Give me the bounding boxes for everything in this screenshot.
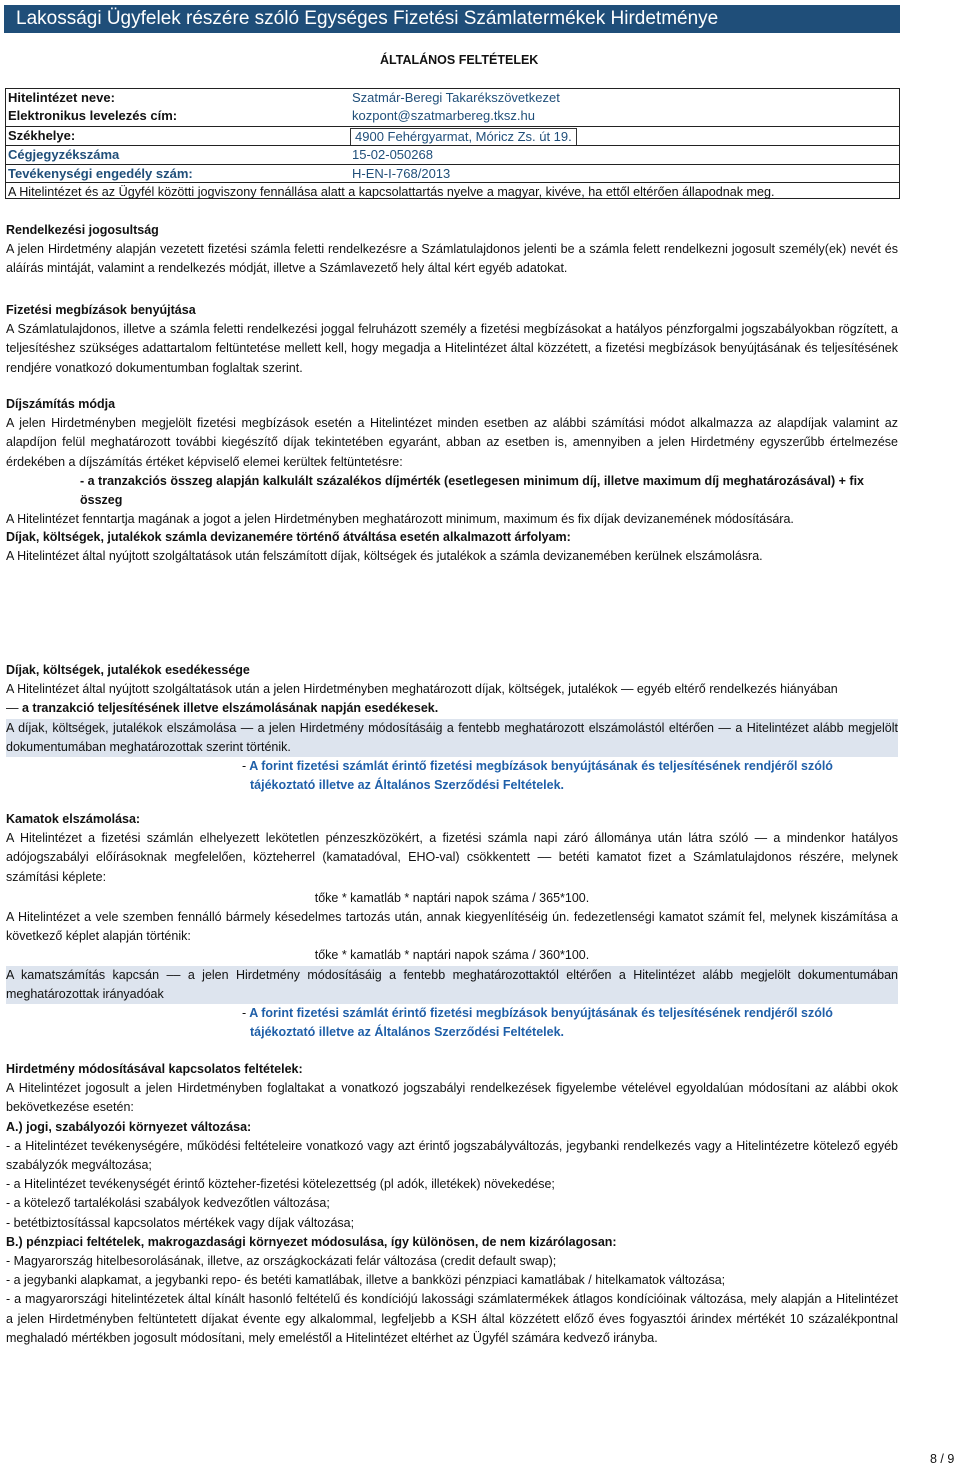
heading-dijszamitas: Díjszámítás módja — [6, 397, 116, 411]
paragraph-dijszamitas: A jelen Hirdetményben megjelölt fizetési megbízások esetén a Hitelintézet minden esetben az alábbi számítási módot alkalmazza az alapdíjak valamint az alapdíjon felül meghatározott további kiegészítő díjak tekintetében egyaránt, abban az esetben is, amennyiben a jelen Hirdetmény egyszerűbb értelmezése érdekében a díjszámítás értéket képviselő elemei kerültek feltüntetésre: — [6, 416, 898, 469]
page-number: 8 / 9 — [930, 1452, 955, 1466]
reference-link-1[interactable] — [6, 757, 898, 776]
reference-link-1-line1[interactable]: A forint fizetési számlát érintő fizetési megbízások benyújtásának és teljesítésének rendjéről szóló — [249, 759, 833, 774]
heading-rendelkezesi: Rendelkezési jogosultság — [6, 223, 159, 237]
section-kamatok — [6, 810, 898, 1042]
list-item: - betétbiztosítással kapcsolatos mértékek vagy díjak változása; — [6, 1215, 355, 1230]
section-esedekesseg — [6, 661, 898, 795]
seat-value: 4900 Fehérgyarmat, Móricz Zs. út 19. — [350, 128, 577, 146]
info-row-registration — [6, 145, 899, 164]
info-row-language — [6, 182, 899, 201]
section-modositas — [6, 1060, 898, 1348]
institution-info-box — [5, 88, 900, 199]
info-row-seat — [6, 126, 899, 145]
paragraph-dijszamitas-2: A Hitelintézet fenntartja magának a jogot a jelen Hirdetményben meghatározott minimum, maximum és fix díjak devizanemének módosítására. — [6, 512, 794, 527]
formula-kamatok-2: tőke * kamatláb * naptári napok száma / 360*100. — [314, 948, 590, 963]
heading-arfolyam: Díjak, költségek, jutalékok számla devizanemére történő átváltása esetén alkalmazott árfolyam: — [6, 530, 571, 544]
reference-link-2[interactable] — [6, 1004, 898, 1023]
reference-link-1-line2[interactable]: tájékoztató illetve az Általános Szerződési Feltételek. — [250, 778, 564, 793]
paragraph-modositas: A Hitelintézet jogosult a jelen Hirdetményben foglaltakat a vonatkozó jogszabályi rendelkezések figyelembe vételével egyoldalúan módosítani az alábbi okok bekövetkezése esetén: — [6, 1081, 898, 1115]
page-banner-title: Lakossági Ügyfelek részére szóló Egységes Fizetési Számlatermékek Hirdetménye — [4, 5, 900, 33]
paragraph-rendelkezesi: A jelen Hirdetmény alapján vezetett fizetési számla feletti rendelkezésre a Számlatulajdonos jelenti be a számla felett rendelkezni jogosult személy(ek) nevét és aláírás mintáját, valamint a rendelkezés módját, illetve a Számlavezető hely által kért egyéb adatokat. — [6, 242, 898, 276]
heading-kamatok: Kamatok elszámolása: — [6, 812, 141, 826]
heading-esedekesseg: Díjak, költségek, jutalékok esedékessége — [6, 663, 250, 677]
heading-benyujtas: Fizetési megbízások benyújtása — [6, 303, 196, 317]
paragraph-kamatok-2: A Hitelintézet a vele szemben fennálló bármely késedelmes tartozás után, annak kiegyenlítéséig ún. fedezetlenségi kamatot számít fel, melynek kiszámítása a következő képlet alapján történik: — [6, 910, 898, 944]
paragraph-benyujtas: A Számlatulajdonos, illetve a számla feletti rendelkezési joggal felruházott személy a fizetési megbízásokat a hatályos pénzforgalmi jogszabályokban rögzített, a teljesítéshez szükséges adattartalom feltüntetése mellett kell, hogy megadja a Hitelintézet által közzétett, a fizetési megbízások benyújtásának és teljesítésének rendjére vonatkozó dokumentumban foglaltak szerint. — [6, 322, 898, 375]
name-value: Szatmár-Beregi Takarékszövetkezet — [352, 90, 560, 105]
paragraph-kamatok: A Hitelintézet a fizetési számlán elhelyezett lekötetlen pénzeszközökért, a fizetési számla napi záró állománya után látra szóló — a mindenkor hatályos adójogszabályi előírásoknak megfelelően, közteherrel (kamatadóval, EHO-val) csökkentett –– betéti kamatot fizet a Számlatulajdonos részére, melynek számítási képlete: — [6, 831, 898, 884]
reference-link-2-line1[interactable]: A forint fizetési számlát érintő fizetési megbízások benyújtásának és teljesítésének rendjéről szóló — [249, 1006, 833, 1021]
section-rendelkezesi — [6, 221, 898, 279]
reference-dash-2: - — [242, 1006, 247, 1021]
seat-label: Székhelye: — [8, 128, 76, 143]
reference-dash-1: - — [242, 759, 247, 774]
section-subtitle: ÁLTALÁNOS FELTÉTELEK — [380, 53, 539, 67]
formula-kamatok-1: tőke * kamatláb * naptári napok száma / 365*100. — [314, 890, 590, 905]
list-item: - Magyarország hitelbesorolásának, illetve, az országkockázati felár változása (credit default swap); — [6, 1254, 557, 1269]
reference-link-2-line2[interactable]: tájékoztató illetve az Általános Szerződési Feltételek. — [250, 1025, 564, 1040]
info-row-name — [6, 89, 899, 107]
esedekesseg-text-a: A Hitelintézet által nyújtott szolgáltatások után a jelen Hirdetményben meghatározott díjak, költségek, jutalékok — [6, 682, 618, 697]
email-value[interactable]: kozpont@szatmarbereg.tksz.hu — [352, 108, 536, 123]
registration-value: 15-02-050268 — [352, 147, 433, 162]
heading-modositas-a: A.) jogi, szabályozói környezet változása: — [6, 1119, 252, 1134]
section-arfolyam — [6, 528, 898, 566]
license-value: H-EN-I-768/2013 — [352, 166, 451, 181]
name-label: Hitelintézet neve: — [8, 90, 115, 105]
esedekesseg-text-b: egyéb eltérő rendelkezés hiányában — [636, 682, 838, 697]
info-row-license — [6, 164, 899, 183]
heading-modositas-b: B.) pénzpiaci feltételek, makrogazdasági környezet módosulása, így különösen, de nem kizárólagosan: — [6, 1234, 617, 1249]
list-item: - a kötelező tartalékolási szabályok kedvezőtlen változása; — [6, 1196, 330, 1211]
paragraph-esedekesseg-shaded: A díjak, költségek, jutalékok elszámolása — a jelen Hirdetmény módosításáig a fentebb meghatározott elszámolástól eltérően — a Hitelintézet alább megjelölt dokumentumában meghatározottak szerint történik. — [6, 719, 898, 757]
info-row-email — [6, 107, 899, 125]
section-benyujtas — [6, 301, 898, 378]
language-text: A Hitelintézet és az Ügyfél közötti jogviszony fennállása alatt a kapcsolattartás nyelve a magyar, kivéve, ha ettől eltérően állapodnak meg. — [8, 185, 775, 199]
list-item: - a magyarországi hitelintézetek által kínált hasonló feltételű és kondíciójú lakossági számlatermékek átlagos kondícióinak változása, mely alapján a Hitelintézet a jelen Hirdetményben feltüntetett díjakat évente egy alkalommal, legfeljebb a KSH által közzétett előző éves fogyasztói árindex mértékét 10 százalékpontnal meghaladó mértékben jogosult módosítani, mely emeléstől a Hitelintézet eltérhet az Ügyfél számára kedvező irányba. — [6, 1292, 898, 1345]
registration-label: Cégjegyzékszáma — [8, 147, 120, 162]
heading-modositas: Hirdetmény módosításával kapcsolatos feltételek: — [6, 1062, 303, 1076]
list-item: - a Hitelintézet tevékenységére, működési feltételeire vonatkozó vagy azt érintő jogszabályváltozás, jegybanki rendelkezés vagy a Hitelintézetre kötelező egyéb szabályzók megváltozása; — [6, 1138, 898, 1173]
license-label: Tevékenységi engedély szám: — [8, 166, 193, 181]
paragraph-kamatok-shaded: A kamatszámítás kapcsán –– a jelen Hirdetmény módosításáig a fentebb meghatározottaktól eltérően a Hitelintézet alább megjelölt dokumentumában meghatározottak irányadóak — [6, 966, 898, 1004]
formula-dijszamitas: - a tranzakciós összeg alapján kalkulált százalékos díjmérték (esetlegesen minimum díj, illetve maximum díj meghatározásával) + fix összeg — [80, 473, 864, 508]
esedekesseg-text-c: a tranzakció teljesítésének illetve elszámolásának napján esedékesek. — [21, 701, 439, 716]
section-dijszamitas — [6, 395, 898, 529]
paragraph-arfolyam: A Hitelintézet által nyújtott szolgáltatások után felszámított díjak, költségek és jutalékok a számla devizanemében kerülnek elszámolásra. — [6, 549, 763, 564]
paragraph-esedekesseg: A Hitelintézet által nyújtott szolgáltatások után a jelen Hirdetményben meghatározott díjak, költségek, jutalékok — egyéb eltérő rendelkezés hiányában — a tranzakció teljesítésének illetve elszámolásának napján esedékesek. — [6, 682, 838, 716]
email-label: Elektronikus levelezés cím: — [8, 108, 178, 123]
list-item: - a Hitelintézet tevékenységét érintő közteher-fizetési kötelezettség (pl adók, illetékek) növekedése; — [6, 1177, 555, 1192]
list-item: - a jegybanki alapkamat, a jegybanki repo- és betéti kamatlábak, illetve a bankközi pénzpiaci kamatlábak / hitelkamatok változása; — [6, 1273, 726, 1288]
